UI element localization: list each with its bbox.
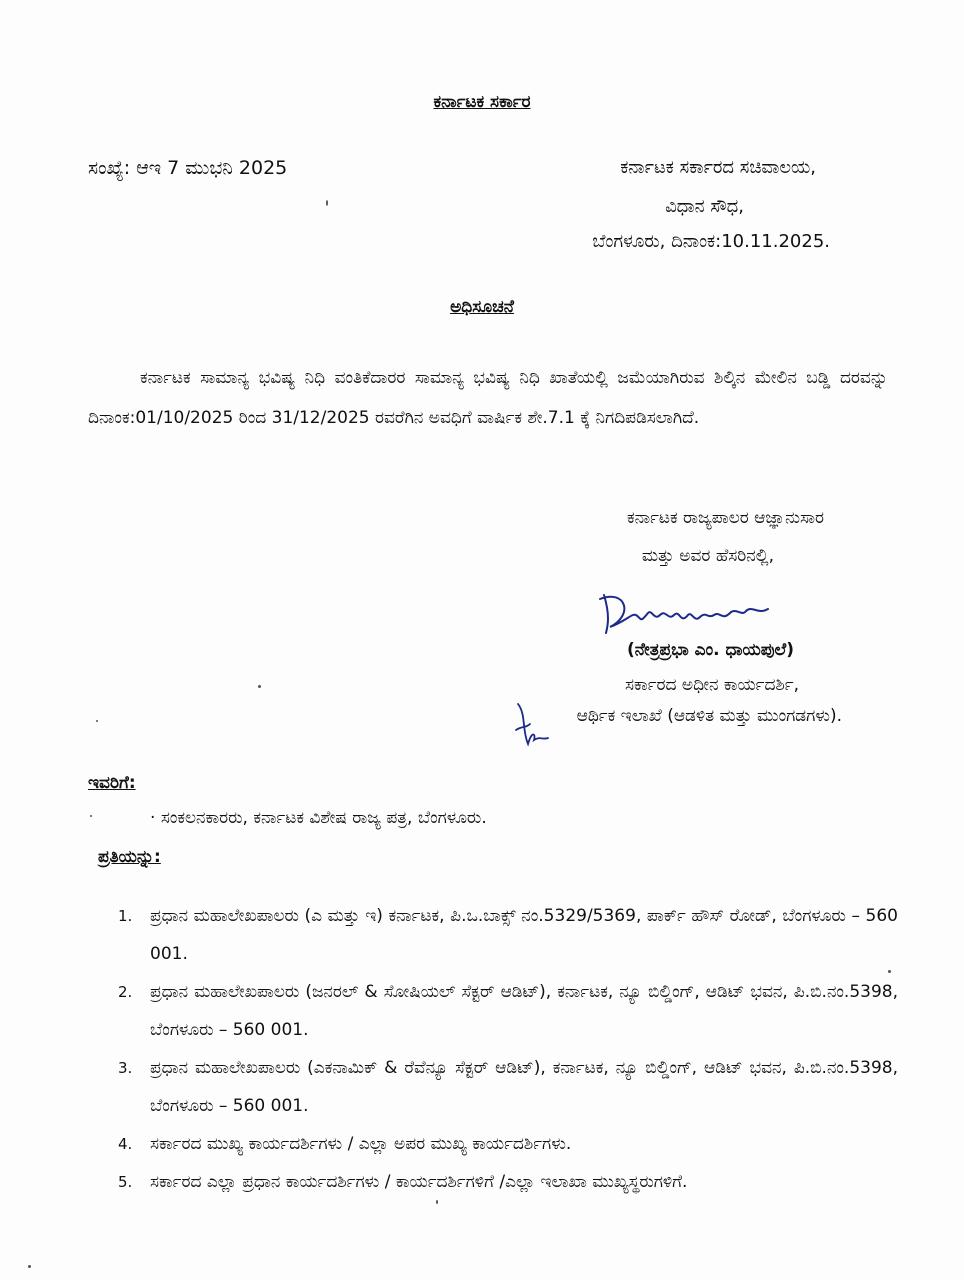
scan-speck — [888, 970, 891, 973]
to-label: ಇವರಿಗೆ: — [88, 773, 136, 793]
initials-image — [512, 700, 552, 750]
list-item-text: ಸರ್ಕಾರದ ಎಲ್ಲಾ ಪ್ರಧಾನ ಕಾರ್ಯದರ್ಶಿಗಳು / ಕಾರ್ಯದರ್ಶಿಗಳಿಗೆ /ಎಲ್ಲಾ ಇಲಾಖಾ ಮುಖ್ಯಸ್ಥರುಗಳಿಗೆ. — [150, 1172, 688, 1192]
list-item-number: 5. — [118, 1173, 133, 1191]
document-title: ಕರ್ನಾಟಕ ಸರ್ಕಾರ — [433, 92, 531, 112]
list-item — [118, 1163, 898, 1201]
copies-label: ಪ್ರತಿಯನ್ನು: — [98, 847, 161, 867]
list-item — [118, 1049, 898, 1125]
list-item-number: 4. — [118, 1135, 133, 1153]
list-item-text: ಪ್ರಧಾನ ಮಹಾಲೇಖಪಾಲರು (ಎ ಮತ್ತು ಇ) ಕರ್ನಾಟಕ, ಪಿ.ಒ.ಬಾಕ್ಸ್ ನಂ.5329/5369, ಪಾರ್ಕ್ ಹೌಸ್ ರೋಡ್, ಬೆಂಗಳೂರು – 560 001. — [150, 906, 898, 964]
list-item — [118, 973, 898, 1049]
list-item-number: 3. — [118, 1059, 133, 1077]
notification-body: ಕರ್ನಾಟಕ ಸಾಮಾನ್ಯ ಭವಿಷ್ಯ ನಿಧಿ ವಂತಿಕೆದಾರರ ಸಾಮಾನ್ಯ ಭವಿಷ್ಯ ನಿಧಿ ಖಾತೆಯಲ್ಲಿ ಜಮೆಯಾಗಿರುವ ಶಿಲ್ಕಿನ ಮೇಲಿನ ಬಡ್ಡಿ ದರವನ್ನು ದಿನಾಂಕ:01/10/2025 ರಿಂದ 31/12/2025 ರವರೆಗಿನ ಅವಧಿಗೆ ವಾರ್ಷಿಕ ಶೇ.7.1 ಕ್ಕೆ ನಿಗದಿಪಡಿಸಲಾಗಿದೆ. — [88, 368, 888, 428]
list-item-text: ಸರ್ಕಾರದ ಮುಖ್ಯ ಕಾರ್ಯದರ್ಶಿಗಳು / ಎಲ್ಲಾ ಅಪರ ಮುಖ್ಯ ಕಾರ್ಯದರ್ಶಿಗಳು. — [150, 1134, 572, 1154]
copies-list — [118, 897, 898, 1201]
list-item-number: 2. — [118, 983, 133, 1001]
list-item — [118, 897, 898, 973]
signatory-department: ಆರ್ಥಿಕ ಇಲಾಖೆ (ಆಡಳಿತ ಮತ್ತು ಮುಂಗಡಗಳು). — [576, 706, 842, 726]
signatory-designation: ಸರ್ಕಾರದ ಅಧೀನ ಕಾರ್ಯದರ್ಶಿ, — [625, 675, 799, 695]
to-recipient: · ಸಂಕಲನಕಾರರು, ಕರ್ನಾಟಕ ವಿಶೇಷ ರಾಜ್ಯ ಪತ್ರ, ಬೆಂಗಳೂರು. — [150, 808, 487, 828]
scan-speck — [436, 1200, 438, 1204]
reference-number: ಸಂಖ್ಯೆ: ಆಇ 7 ಮುಭನಿ 2025 — [88, 157, 288, 179]
authority-line-1: ಕರ್ನಾಟಕ ರಾಜ್ಯಪಾಲರ ಆಜ್ಞಾನುಸಾರ — [626, 508, 824, 528]
to-recipient-text: ಸಂಕಲನಕಾರರು, ಕರ್ನಾಟಕ ವಿಶೇಷ ರಾಜ್ಯ ಪತ್ರ, ಬೆಂಗಳೂರು. — [160, 808, 487, 828]
list-item — [118, 1125, 898, 1163]
authority-line-2: ಮತ್ತು ಅವರ ಹೆಸರಿನಲ್ಲಿ, — [641, 546, 774, 566]
signatory-name: (ನೇತ್ರಪ್ರಭಾ ಎಂ. ಧಾಯಪುಲೆ) — [626, 640, 794, 660]
address-line-1: ಕರ್ನಾಟಕ ಸರ್ಕಾರದ ಸಚಿವಾಲಯ, — [620, 157, 816, 178]
signature-image — [596, 585, 776, 640]
scan-speck — [28, 1265, 31, 1268]
list-item-number: 1. — [118, 907, 133, 925]
scan-speck — [326, 200, 328, 206]
scan-speck — [96, 720, 98, 722]
list-item-text: ಪ್ರಧಾನ ಮಹಾಲೇಖಪಾಲರು (ಎಕನಾಮಿಕ್ & ರೆವೆನ್ಯೂ ಸೆಕ್ಟರ್ ಆಡಿಟ್), ಕರ್ನಾಟಕ, ನ್ಯೂ ಬಿಲ್ಡಿಂಗ್, ಆಡಿಟ್ ಭವನ, ಪಿ.ಬಿ.ನಂ.5398, ಬೆಂಗಳೂರು – 560 001. — [150, 1058, 898, 1116]
list-item-text: ಪ್ರಧಾನ ಮಹಾಲೇಖಪಾಲರು (ಜನರಲ್ & ಸೋಷಿಯಲ್ ಸೆಕ್ಟರ್ ಆಡಿಟ್), ಕರ್ನಾಟಕ, ನ್ಯೂ ಬಿಲ್ಡಿಂಗ್, ಆಡಿಟ್ ಭವನ, ಪಿ.ಬಿ.ನಂ.5398, ಬೆಂಗಳೂರು – 560 001. — [150, 982, 898, 1040]
scan-speck — [258, 685, 261, 688]
address-line-2: ವಿಧಾನ ಸೌಧ, — [665, 196, 744, 217]
notification-heading: ಅಧಿಸೂಚನೆ — [450, 297, 514, 317]
scan-speck — [90, 815, 92, 817]
address-line-3-date: ಬೆಂಗಳೂರು, ದಿನಾಂಕ:10.11.2025. — [592, 231, 830, 252]
